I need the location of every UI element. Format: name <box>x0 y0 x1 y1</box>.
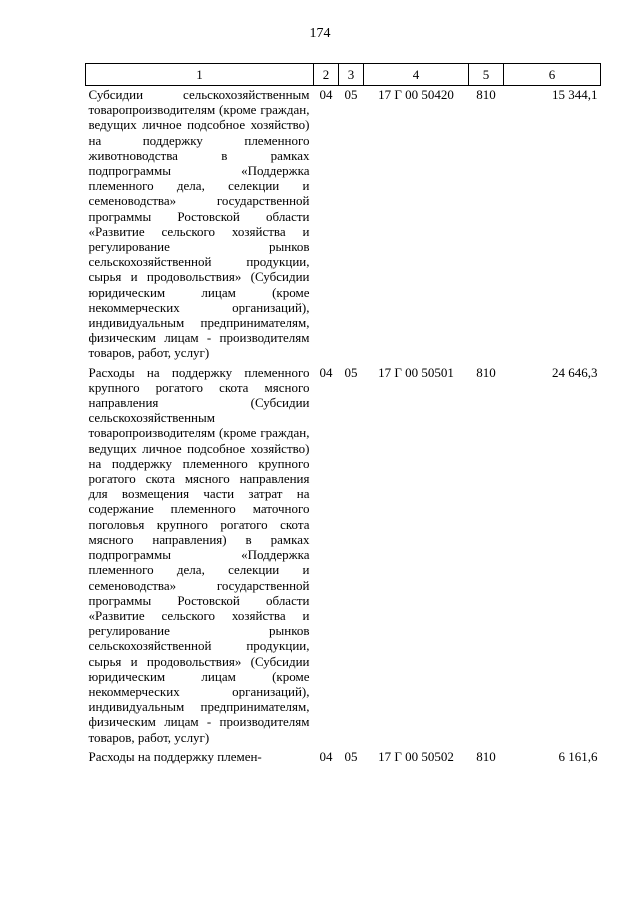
row-target-item: 17 Г 00 50501 <box>378 364 454 380</box>
page-number: 174 <box>309 26 331 41</box>
header-col-5: 5 <box>469 64 504 86</box>
header-col-3: 3 <box>339 64 364 86</box>
row-target-item: 17 Г 00 50420 <box>378 87 454 102</box>
row-description: Расходы на поддержку племен- <box>88 748 262 764</box>
row-amount: 24 646,3 <box>552 364 598 380</box>
header-col-4: 4 <box>364 64 469 86</box>
header-col-6: 6 <box>504 64 601 86</box>
row-amount: 15 344,1 <box>552 87 598 102</box>
row-expense-type: 810 <box>476 364 496 380</box>
header-col-2: 2 <box>314 64 339 86</box>
row-description: Субсидии сельскохозяйственным товаропроизводителям (кроме граждан, ведущих личное подсобное хозяйство) на поддержку племенного животноводства в рамках подпрограммы «Поддержка племенного дела, селекции и семеноводства» государственной программы Ростовской области «Развитие сельского хозяйства и регулирование рынков сельскохозяйственной продукции, сырья и продовольствия» (Субсидии юридическим лицам (кроме некоммерческих организаций), индивидуальным предпринимателям, физическим лицам - производителям товаров, работ, услуг) <box>88 87 310 361</box>
row-amount: 6 161,6 <box>558 748 598 764</box>
row-subsection: 05 <box>344 748 358 764</box>
row-subsection: 05 <box>344 364 358 380</box>
row-section: 04 <box>319 364 333 380</box>
header-col-1: 1 <box>86 64 314 86</box>
table-row <box>86 86 601 364</box>
table-row <box>86 364 601 748</box>
header-row <box>86 64 601 86</box>
table-row <box>86 748 601 767</box>
row-expense-type: 810 <box>476 748 496 764</box>
row-subsection: 05 <box>344 87 358 102</box>
budget-table <box>85 63 601 767</box>
row-description: Расходы на поддержку племенного крупного рогатого скота мясного направления (Субсидии сельскохозяйственным товаропроизводителям (кроме граждан, ведущих личное подсобное хозяйство) на поддержку племенного крупного рогатого скота мясного направления для возмещения части затрат на содержание племенного маточного поголовья крупного рогатого скота мясного направления) в рамках подпрограммы «Поддержка племенного дела, селекции и семеноводства» государственной программы Ростовской области «Развитие сельского хозяйства и регулирование рынков сельскохозяйственной продукции, сырья и продовольствия» (Субсидии юридическим лицам (кроме некоммерческих организаций), индивидуальным предпринимателям, физическим лицам - производителям товаров, работ, услуг) <box>88 364 310 745</box>
row-section: 04 <box>319 748 333 764</box>
row-target-item: 17 Г 00 50502 <box>378 748 454 764</box>
table-body <box>86 86 601 767</box>
table-header <box>86 64 601 86</box>
row-section: 04 <box>319 87 333 102</box>
row-expense-type: 810 <box>476 87 496 102</box>
